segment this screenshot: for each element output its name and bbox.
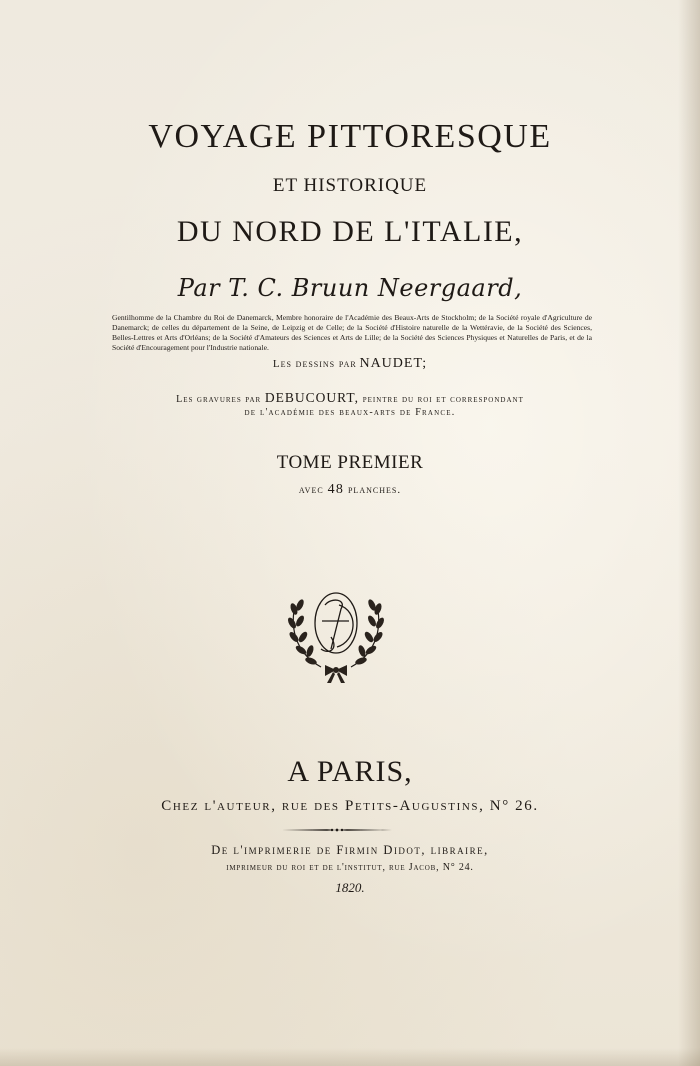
drawings-artist: NAUDET;	[359, 356, 428, 371]
author-titles: Gentilhomme de la Chambre du Roi de Danemarck, Membre honoraire de l'Académie des Beaux-Arts de Stockholm; de la Société royale d'Agriculture de Danemarck; de celles du département de la Seine, de Leipzig et de Celle; de la Société d'Histoire naturelle de la Wettéravie, de la Société des Sciences, Belles-Lettres et Arts d'Orléans; de la Société d'Amateurs des Sciences et Arts de Lille; de la Société des Sciences Physiques et Naturelles de Paris, et de la Société d'Encouragement pour l'Industrie nationale.	[112, 313, 592, 352]
drawings-prefix: Les dessins par	[272, 358, 357, 370]
plates-prefix: avec	[298, 484, 324, 496]
engravings-suffix: peintre du roi et correspondant	[362, 394, 524, 405]
author-line: Par T. C. Bruun Neergaard,	[177, 274, 523, 302]
title-line-2: ET HISTORIQUE	[272, 175, 428, 196]
title-line-1: VOYAGE PITTORESQUE	[148, 118, 552, 155]
engravings-credit	[0, 390, 700, 406]
laurel-monogram-icon	[281, 575, 391, 685]
page-edge-shadow	[678, 0, 700, 1066]
engravings-credit-line-2: de l'académie des beaux-arts de France.	[244, 407, 456, 418]
publication-year: 1820.	[335, 880, 365, 895]
ornamental-rule	[282, 826, 392, 834]
plates-count	[0, 482, 700, 498]
engravings-prefix: Les gravures par	[176, 394, 262, 405]
publisher-address: Chez l'auteur, rue des Petits-Augustins, N° 26.	[161, 798, 539, 814]
volume-title: TOME PREMIER	[276, 452, 424, 473]
page-bottom-shadow	[0, 1048, 700, 1066]
publication-place: A PARIS,	[287, 755, 413, 788]
engravings-artist: DEBUCOURT,	[264, 390, 359, 405]
title-line-3: DU NORD DE L'ITALIE,	[176, 215, 524, 248]
printer-line-2: imprimeur du roi et de l'institut, rue Jacob, N° 24.	[226, 862, 474, 873]
drawings-credit	[0, 356, 700, 372]
plates-suffix: planches.	[347, 484, 402, 496]
printer-line-1: De l'imprimerie de Firmin Didot, libraire,	[211, 843, 489, 857]
plates-number: 48	[327, 482, 345, 497]
